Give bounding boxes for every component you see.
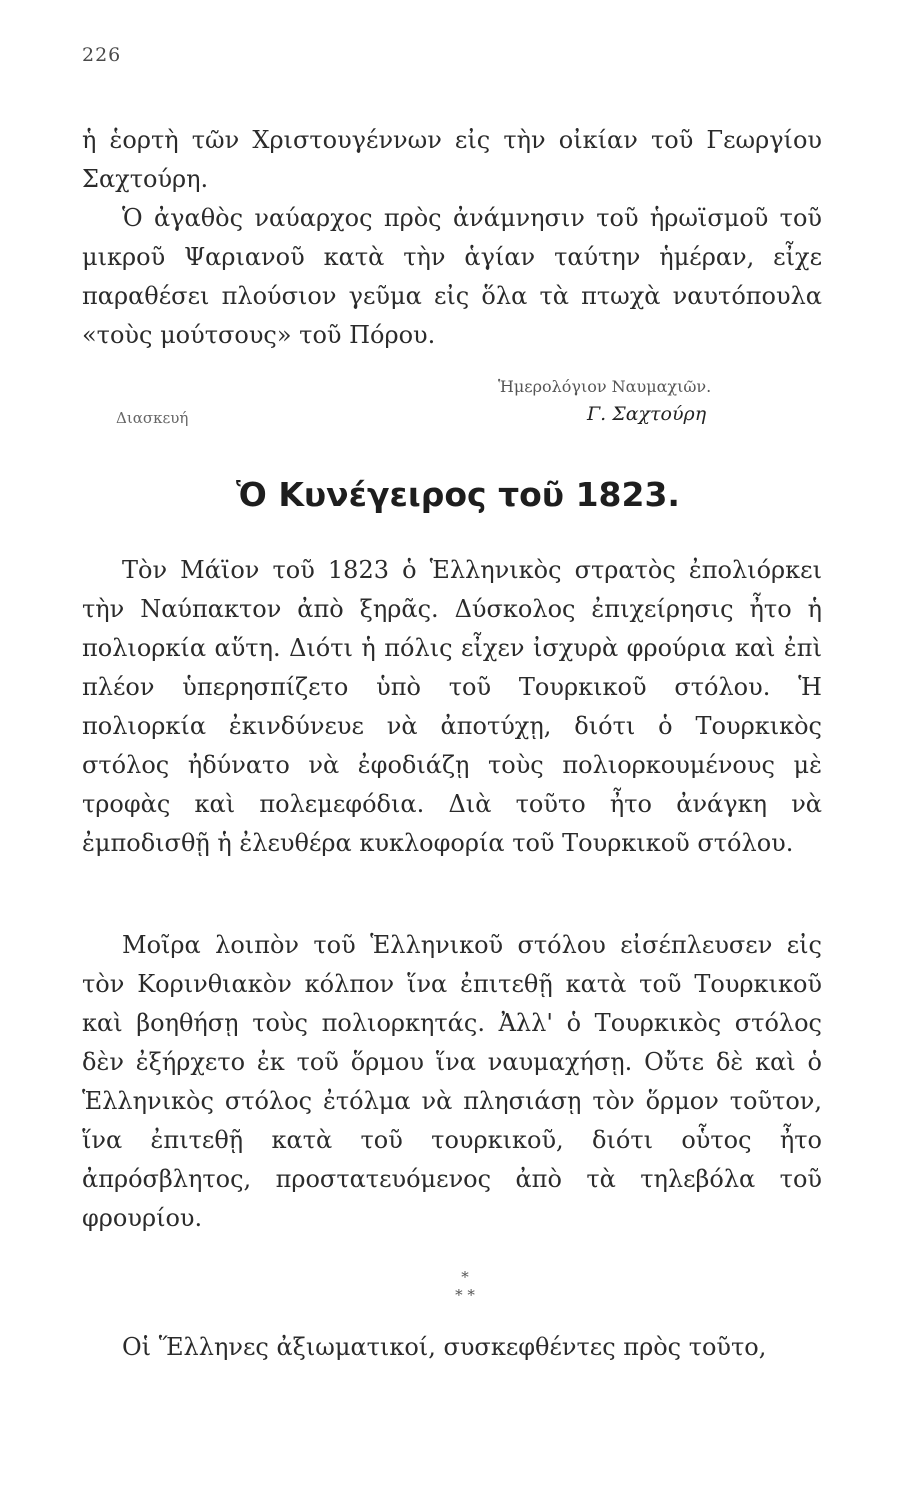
source-attribution: Ἡμερολόγιον Ναυμαχιῶν. bbox=[498, 377, 712, 396]
body-paragraph-1: Τὸν Μάϊον τοῦ 1823 ὁ Ἑλληνικὸς στρατὸς ἐπολιόρκει τὴν Ναύπακτον ἀπὸ ξηρᾶς. Δύσκολος ἐπιχείρησις ἦτο ἡ πολιορκία αὕτη. Διότι ἡ πόλις εἶχεν ἰσχυρὰ φρούρια καὶ ἐπὶ πλέον ὑπερησπίζετο ὑπὸ τοῦ Τουρκικοῦ στόλου. Ἡ πολιορκία ἐκινδύνευε νὰ ἀποτύχῃ, διότι ὁ Τουρκικὸς στόλος ἠδύνατο νὰ ἐφοδιάζῃ τοὺς πολιορκουμένους μὲ τροφὰς καὶ πολεμεφόδια. Διὰ τοῦτο ἦτο ἀνάγκη νὰ ἐμποδισθῇ ἡ ἐλευθέρα κυκλοφορία τοῦ Τουρκικοῦ στόλου. bbox=[82, 556, 822, 857]
intro-paragraph-1: ἡ ἑορτὴ τῶν Χριστουγέννων εἰς τὴν οἰκίαν τοῦ Γεωργίου Σαχτούρη. bbox=[82, 126, 822, 193]
page-number: 226 bbox=[82, 44, 122, 66]
section-separator: * * * bbox=[455, 1268, 475, 1304]
author-name: Γ. Σαχτούρη bbox=[587, 403, 707, 425]
final-line: Οἱ Ἕλληνες ἀξιωματικοί, συσκεφθέντες πρὸς τοῦτο, bbox=[122, 1333, 767, 1361]
body-paragraph-2: Μοῖρα λοιπὸν τοῦ Ἑλληνικοῦ στόλου εἰσέπλευσεν εἰς τὸν Κορινθιακὸν κόλπον ἵνα ἐπιτεθῇ κατὰ τοῦ Τουρκικοῦ καὶ βοηθήσῃ τοὺς πολιορκητάς. Ἀλλ' ὁ Τουρκικὸς στόλος δὲν ἐξήρχετο ἐκ τοῦ ὅρμου ἵνα ναυμαχήσῃ. Οὔτε δὲ καὶ ὁ Ἑλληνικὸς στόλος ἐτόλμα νὰ πλησιάσῃ τὸν ὅρμον τοῦτον, ἵνα ἐπιτεθῇ κατὰ τοῦ τουρκικοῦ, διότι οὗτος ἦτο ἀπρόσβλητος, προστατευόμενος ἀπὸ τὰ τηλεβόλα τοῦ φρουρίου. bbox=[82, 931, 822, 1232]
adaptation-note: Διασκευή bbox=[116, 409, 189, 427]
chapter-heading: Ὁ Κυνέγειρος τοῦ 1823. bbox=[236, 475, 680, 514]
intro-paragraph-2: Ὁ ἀγαθὸς ναύαρχος πρὸς ἀνάμνησιν τοῦ ἡρωϊσμοῦ τοῦ μικροῦ Ψαριανοῦ κατὰ τὴν ἁγίαν ταύτην ἡμέραν, εἶχε παραθέσει πλούσιον γεῦμα εἰς ὅλα τὰ πτωχὰ ναυτόπουλα «τοὺς μούτσους» τοῦ Πόρου. bbox=[82, 204, 822, 349]
